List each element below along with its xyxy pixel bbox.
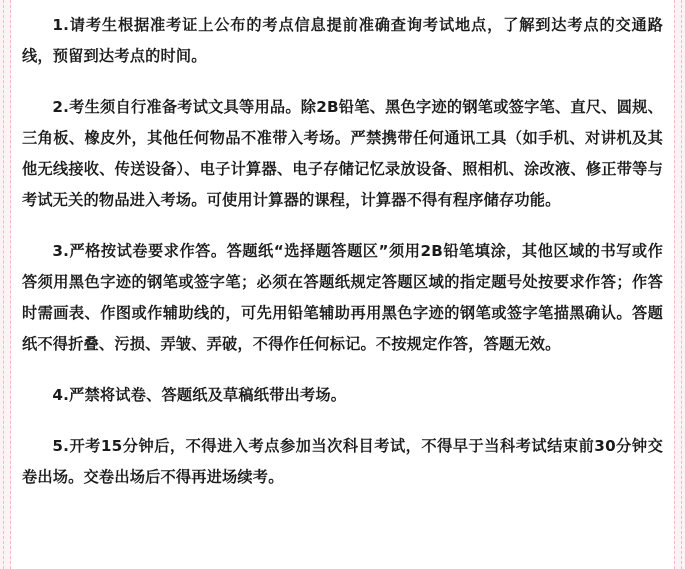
document-body (22, 10, 663, 569)
decorative-right-border (674, 0, 685, 569)
paragraph-2: 2.考生须自行准备考试文具等用品。除2B铅笔、黑色字迹的钢笔或签字笔、直尺、圆规、三角板、橡皮外，其他任何物品不准带入考场。严禁携带任何通讯工具（如手机、对讲机及其他无线接收、传送设备）、电子计算器、电子存储记忆录放设备、照相机、涂改液、修正带等与考试无关的物品进入考场。可使用计算器的课程，计算器不得有程序储存功能。 (22, 98, 663, 209)
paragraph-1: 1.请考生根据准考证上公布的考点信息提前准确查询考试地点，了解到达考点的交通路线，预留到达考点的时间。 (22, 16, 663, 65)
decorative-left-border (0, 0, 11, 569)
paragraph-3: 3.严格按试卷要求作答。答题纸“选择题答题区”须用2B铅笔填涂，其他区域的书写或作答须用黑色字迹的钢笔或签字笔；必须在答题纸规定答题区域的指定题号处按要求作答；作答时需画表、作图或作辅助线的，可先用铅笔辅助再用黑色字迹的钢笔或签字笔描黑确认。答题纸不得折叠、污损、弄皱、弄破，不得作任何标记。不按规定作答，答题无效。 (22, 242, 663, 353)
decorative-right-border-line (681, 0, 682, 569)
paragraph-5: 5.开考15分钟后，不得进入考点参加当次科目考试，不得早于当科考试结束前30分钟交卷出场。交卷出场后不得再进场续考。 (22, 437, 663, 486)
decorative-left-border-line (3, 0, 4, 569)
paragraph-4: 4.严禁将试卷、答题纸及草稿纸带出考场。 (52, 386, 347, 404)
